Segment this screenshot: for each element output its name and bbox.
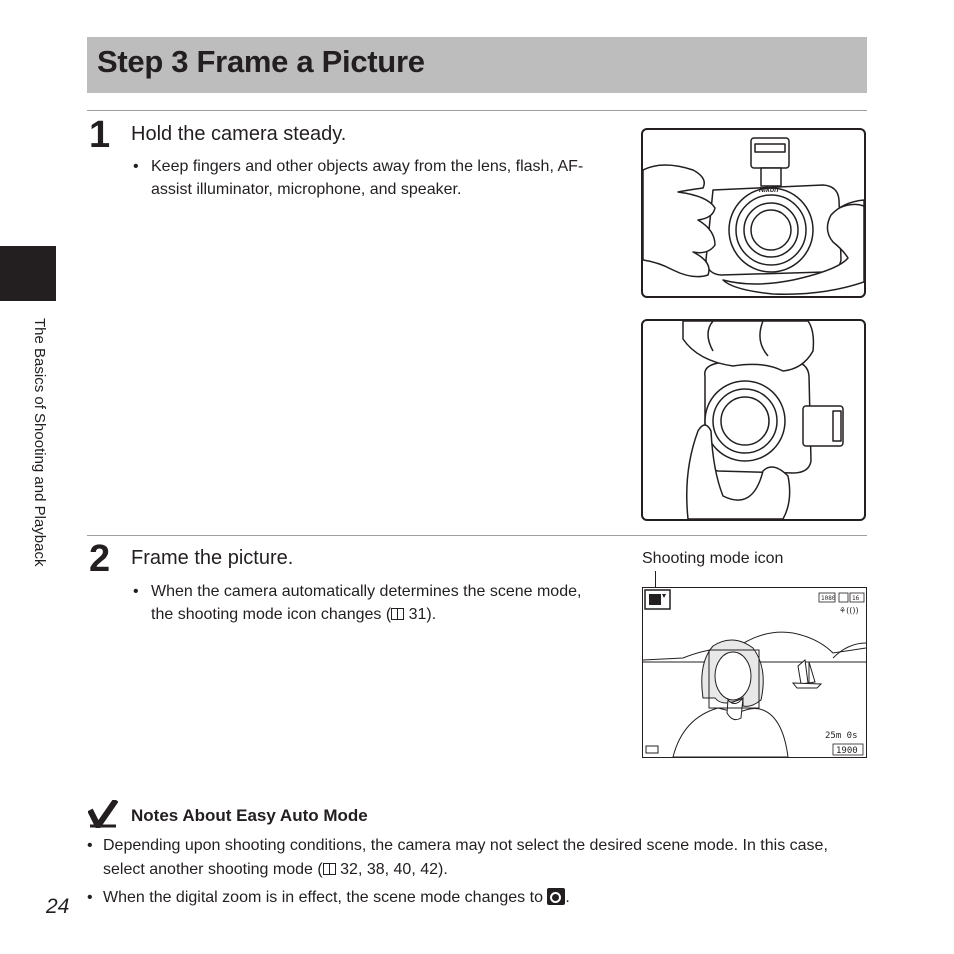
notes-title: Notes About Easy Auto Mode: [131, 806, 368, 825]
chapter-tab: [0, 246, 56, 301]
step-1-bullet-text: Keep fingers and other objects away from the lens, flash, AF-assist illuminator, microphone, and speaker.: [151, 158, 584, 198]
divider: [87, 110, 867, 111]
note-item: [87, 834, 873, 882]
chapter-label: The Basics of Shooting and Playback: [31, 318, 48, 567]
bullet-dot: •: [133, 583, 139, 600]
shooting-mode-icon-callout: Shooting mode icon: [642, 550, 784, 567]
page-title: Step 3 Frame a Picture: [97, 44, 425, 79]
note-item: [87, 886, 873, 910]
page-ref-icon: [391, 608, 404, 620]
step-2-bullet: [133, 580, 591, 626]
divider: [87, 535, 867, 536]
note-item-2-end: .: [565, 889, 570, 906]
hold-camera-front-drawing: [643, 130, 864, 296]
easy-auto-scene-icon: [547, 888, 565, 905]
bullet-dot: •: [87, 837, 93, 854]
remaining-time-indicator: 25m 0s: [825, 731, 858, 741]
step-2-bullet-text: When the camera automatically determines the scene mode, the shooting mode icon changes (: [151, 583, 582, 623]
remaining-shots-indicator: 1900: [836, 746, 858, 756]
note-item-1-end: ).: [438, 861, 448, 878]
svg-text:⚘(()): ⚘(()): [839, 606, 859, 615]
bullet-dot: •: [133, 158, 139, 175]
check-mark-icon: [88, 800, 118, 833]
note-item-1-page-ref: 32, 38, 40, 42: [340, 861, 438, 878]
step-1-heading: Hold the camera steady.: [131, 123, 347, 145]
image-size-indicator: 16: [852, 595, 860, 602]
step-2-number: 2: [89, 538, 111, 580]
movie-size-indicator: 1080: [821, 595, 836, 602]
step-2-bullet-end: ).: [426, 606, 437, 623]
battery-icon: [646, 746, 658, 753]
monitor-screen: [642, 587, 867, 758]
note-item-1-text: Depending upon shooting conditions, the camera may not select the desired scene mode. In this case, select another shooting mode (: [103, 837, 828, 878]
step-2-page-ref: 31: [408, 606, 427, 623]
bullet-dot: •: [87, 889, 93, 906]
brand-logo: Nikon: [759, 187, 779, 194]
note-item-2-text: When the digital zoom is in effect, the scene mode changes to: [103, 889, 548, 906]
step-2-heading: Frame the picture.: [131, 547, 294, 569]
monitor-scene-drawing: [643, 588, 866, 757]
hold-camera-vertical-drawing: [643, 321, 864, 519]
page-number: 24: [46, 895, 70, 918]
step-1-number: 1: [89, 114, 111, 156]
illustration-hold-camera-front: [641, 128, 866, 298]
illustration-hold-camera-vertical: [641, 319, 866, 521]
page-ref-icon: [323, 863, 336, 875]
step-1-bullet: [133, 155, 611, 201]
